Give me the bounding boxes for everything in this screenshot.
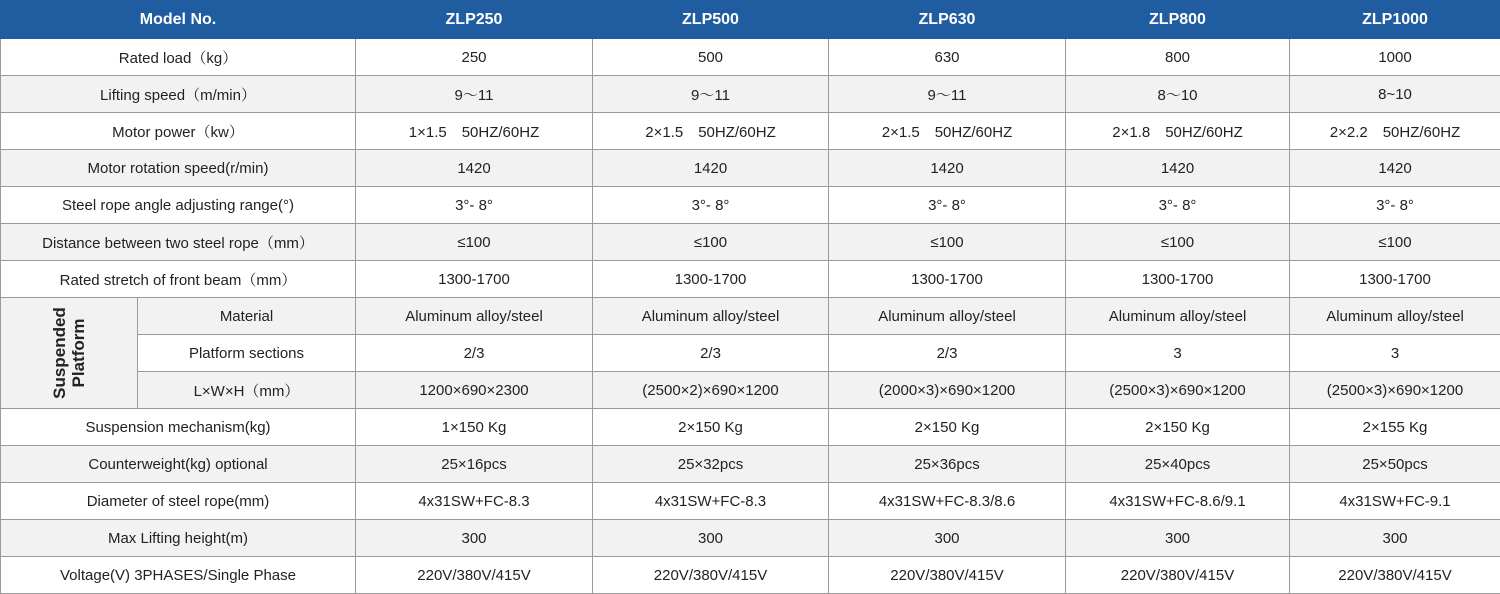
group-label-line: Platform [69, 307, 88, 399]
row-platform-dimensions [1, 372, 1500, 409]
row-label: Diameter of steel rope(mm) [1, 483, 356, 520]
cell-value: 3°- 8° [829, 187, 1066, 224]
cell-value: 1×1.5 50HZ/60HZ [356, 113, 593, 150]
header-row [1, 1, 1500, 39]
cell-value: 300 [1066, 520, 1290, 557]
cell-value: 25×32pcs [593, 446, 829, 483]
row-label: Voltage(V) 3PHASES/Single Phase [1, 557, 356, 594]
cell-value: 2×2.2 50HZ/60HZ [1290, 113, 1500, 150]
cell-value: 300 [1290, 520, 1500, 557]
row-platform-material [1, 298, 1500, 335]
cell-value: ≤100 [593, 224, 829, 261]
cell-value: 1200×690×2300 [356, 372, 593, 409]
cell-value: 3 [1066, 335, 1290, 372]
cell-value: 9～11 [829, 76, 1066, 113]
row-label: Platform sections [138, 335, 356, 372]
cell-value: 25×36pcs [829, 446, 1066, 483]
cell-value: 3°- 8° [1066, 187, 1290, 224]
cell-value: 800 [1066, 39, 1290, 76]
cell-value: 25×16pcs [356, 446, 593, 483]
cell-value: 2/3 [829, 335, 1066, 372]
cell-value: ≤100 [829, 224, 1066, 261]
cell-value: 2×150 Kg [829, 409, 1066, 446]
cell-value: 3°- 8° [1290, 187, 1500, 224]
header-model-zlp1000: ZLP1000 [1290, 1, 1500, 39]
row-label: Material [138, 298, 356, 335]
cell-value: ≤100 [356, 224, 593, 261]
cell-value: 4x31SW+FC-9.1 [1290, 483, 1500, 520]
cell-value: 1000 [1290, 39, 1500, 76]
row-steel-rope-angle [1, 187, 1500, 224]
cell-value: 2×155 Kg [1290, 409, 1500, 446]
cell-value: ≤100 [1290, 224, 1500, 261]
cell-value: 500 [593, 39, 829, 76]
row-label: Suspension mechanism(kg) [1, 409, 356, 446]
cell-value: ≤100 [1066, 224, 1290, 261]
row-motor-power [1, 113, 1500, 150]
header-model-zlp500: ZLP500 [593, 1, 829, 39]
cell-value: 1420 [829, 150, 1066, 187]
cell-value: 4x31SW+FC-8.6/9.1 [1066, 483, 1290, 520]
row-motor-rotation-speed [1, 150, 1500, 187]
row-label: L×W×H（mm） [138, 372, 356, 409]
row-counterweight [1, 446, 1500, 483]
cell-value: (2500×3)×690×1200 [1066, 372, 1290, 409]
cell-value: 3 [1290, 335, 1500, 372]
cell-value: (2500×2)×690×1200 [593, 372, 829, 409]
cell-value: 2×150 Kg [593, 409, 829, 446]
cell-value: 1300-1700 [1290, 261, 1500, 298]
cell-value: 1300-1700 [593, 261, 829, 298]
header-model-zlp800: ZLP800 [1066, 1, 1290, 39]
cell-value: 1300-1700 [1066, 261, 1290, 298]
group-label [50, 307, 88, 399]
cell-value: 3°- 8° [593, 187, 829, 224]
cell-value: 300 [356, 520, 593, 557]
cell-value: Aluminum alloy/steel [593, 298, 829, 335]
row-rope-distance [1, 224, 1500, 261]
row-label: Rated stretch of front beam（mm） [1, 261, 356, 298]
header-model-zlp630: ZLP630 [829, 1, 1066, 39]
cell-value: 2×1.8 50HZ/60HZ [1066, 113, 1290, 150]
cell-value: 8~10 [1290, 76, 1500, 113]
row-platform-sections [1, 335, 1500, 372]
cell-value: 1300-1700 [829, 261, 1066, 298]
cell-value: 2/3 [593, 335, 829, 372]
cell-value: 9～11 [593, 76, 829, 113]
row-voltage [1, 557, 1500, 594]
cell-value: 1300-1700 [356, 261, 593, 298]
row-lifting-speed [1, 76, 1500, 113]
cell-value: 4x31SW+FC-8.3/8.6 [829, 483, 1066, 520]
cell-value: 25×50pcs [1290, 446, 1500, 483]
group-label-line: Suspended [50, 307, 69, 399]
cell-value: 3°- 8° [356, 187, 593, 224]
cell-value: (2000×3)×690×1200 [829, 372, 1066, 409]
cell-value: 1420 [593, 150, 829, 187]
cell-value: 1420 [1290, 150, 1500, 187]
row-label: Lifting speed（m/min） [1, 76, 356, 113]
cell-value: 25×40pcs [1066, 446, 1290, 483]
row-label: Max Lifting height(m) [1, 520, 356, 557]
cell-value: 300 [829, 520, 1066, 557]
row-max-lifting-height [1, 520, 1500, 557]
row-rope-diameter [1, 483, 1500, 520]
cell-value: 250 [356, 39, 593, 76]
cell-value: 4x31SW+FC-8.3 [356, 483, 593, 520]
row-label: Steel rope angle adjusting range(°) [1, 187, 356, 224]
cell-value: Aluminum alloy/steel [1290, 298, 1500, 335]
row-label: Counterweight(kg) optional [1, 446, 356, 483]
row-label: Distance between two steel rope（mm） [1, 224, 356, 261]
cell-value: 2/3 [356, 335, 593, 372]
cell-value: 220V/380V/415V [829, 557, 1066, 594]
cell-value: Aluminum alloy/steel [356, 298, 593, 335]
cell-value: 2×1.5 50HZ/60HZ [593, 113, 829, 150]
row-front-beam-stretch [1, 261, 1500, 298]
header-model-label: Model No. [1, 1, 356, 39]
cell-value: 4x31SW+FC-8.3 [593, 483, 829, 520]
cell-value: Aluminum alloy/steel [1066, 298, 1290, 335]
row-label: Motor power（kw） [1, 113, 356, 150]
cell-value: Aluminum alloy/steel [829, 298, 1066, 335]
cell-value: 1×150 Kg [356, 409, 593, 446]
cell-value: 220V/380V/415V [356, 557, 593, 594]
cell-value: 2×150 Kg [1066, 409, 1290, 446]
cell-value: 300 [593, 520, 829, 557]
cell-value: 220V/380V/415V [1066, 557, 1290, 594]
cell-value: 630 [829, 39, 1066, 76]
cell-value: 2×1.5 50HZ/60HZ [829, 113, 1066, 150]
cell-value: 1420 [1066, 150, 1290, 187]
header-model-zlp250: ZLP250 [356, 1, 593, 39]
row-label: Rated load（kg） [1, 39, 356, 76]
cell-value: 220V/380V/415V [593, 557, 829, 594]
group-suspended-platform [1, 298, 138, 409]
cell-value: 1420 [356, 150, 593, 187]
cell-value: (2500×3)×690×1200 [1290, 372, 1500, 409]
cell-value: 9～11 [356, 76, 593, 113]
cell-value: 8～10 [1066, 76, 1290, 113]
row-suspension-mechanism [1, 409, 1500, 446]
cell-value: 220V/380V/415V [1290, 557, 1500, 594]
row-label: Motor rotation speed(r/min) [1, 150, 356, 187]
row-rated-load [1, 39, 1500, 76]
